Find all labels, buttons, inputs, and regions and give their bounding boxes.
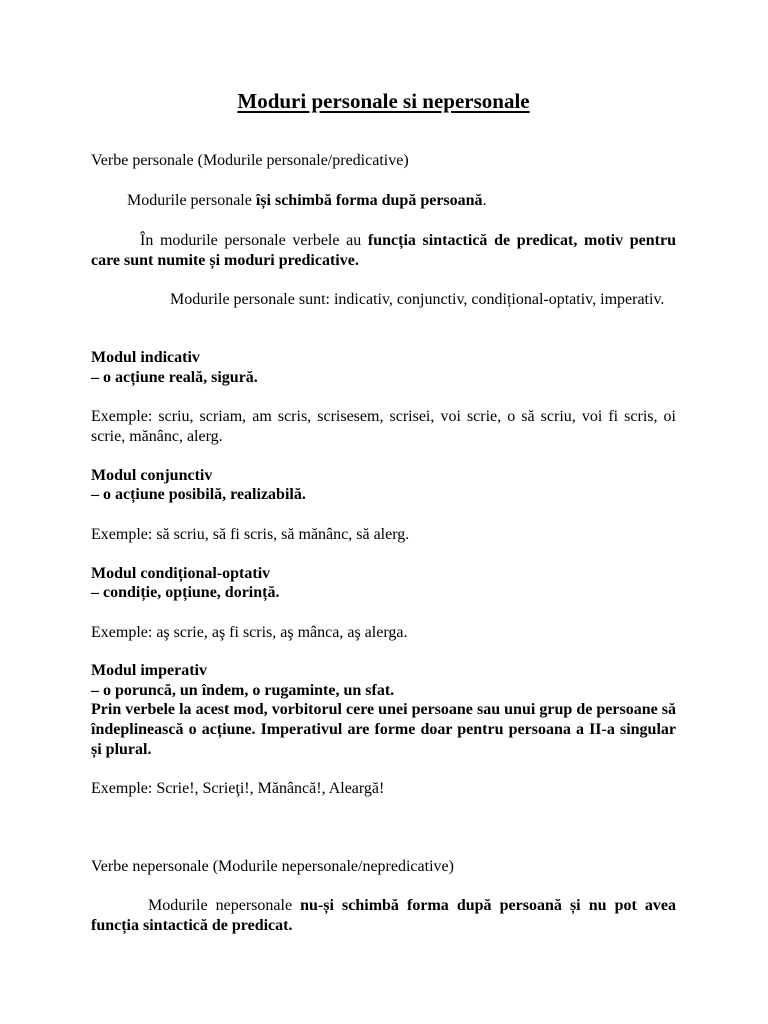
heading-modul-conjunctiv: Modul conjunctiv bbox=[91, 467, 213, 484]
paragraph-personal-moods-list: Modurile personale sunt: indicativ, conjunctiv, condițional-optativ, imperativ. bbox=[170, 291, 665, 308]
examples-modul-indicativ: Exemple: scriu, scriam, am scris, scrisesem, scrisei, voi scrie, o să scriu, voi fi scris, oi scrie, mănânc, alerg. bbox=[91, 408, 676, 445]
paragraph-personal-moods-form bbox=[91, 191, 676, 211]
paragraph-text: . bbox=[482, 192, 487, 209]
paragraph-personal-moods-function bbox=[91, 231, 676, 271]
section-heading-personal-verbs: Verbe personale (Modurile personale/predicative) bbox=[91, 152, 409, 169]
section-heading-nonpersonal-verbs: Verbe nepersonale (Modurile nepersonale/nepredicative) bbox=[91, 858, 454, 875]
emphasis-text: funcția sintactică de predicat, motiv pentru care sunt numite și moduri predicative. bbox=[91, 232, 676, 269]
desc-modul-conjunctiv: – o acțiune posibilă, realizabilă. bbox=[91, 486, 306, 503]
text-modul-imperativ: Prin verbele la acest mod, vorbitorul cere unei persoane sau unui grup de persoane să îndeplinească o acțiune. Imperativul are forme doar pentru persoana a II-a singular și plural. bbox=[91, 701, 676, 758]
emphasis-text: nu-și schimbă forma după persoană și nu pot avea funcția sintactică de predicat. bbox=[91, 897, 677, 934]
desc-modul-conditional: – condiție, opțiune, dorință. bbox=[91, 584, 280, 601]
desc-modul-imperativ: – o poruncă, un îndem, o rugaminte, un sfat. bbox=[91, 682, 395, 699]
heading-modul-imperativ: Modul imperativ bbox=[91, 662, 207, 679]
examples-modul-imperativ: Exemple: Scrie!, Scrieţi!, Mănâncă!, Aleargă! bbox=[91, 780, 385, 797]
desc-modul-indicativ: – o acțiune reală, sigură. bbox=[91, 369, 258, 386]
examples-modul-conditional: Exemple: aş scrie, aş fi scris, aş mânca, aş alerga. bbox=[91, 624, 408, 641]
paragraph-text: În modurile personale verbele au bbox=[140, 232, 368, 249]
examples-modul-conjunctiv: Exemple: să scriu, să fi scris, să mănânc, să alerg. bbox=[91, 526, 410, 543]
heading-modul-conditional: Modul condițional-optativ bbox=[91, 565, 271, 582]
heading-modul-indicativ: Modul indicativ bbox=[91, 349, 200, 366]
emphasis-text: își schimbă forma după persoană bbox=[255, 192, 483, 209]
paragraph-nonpersonal-moods bbox=[91, 896, 676, 936]
page-title: Moduri personale si nepersonale bbox=[237, 89, 530, 113]
paragraph-text: Modurile nepersonale bbox=[148, 897, 301, 914]
paragraph-text: Modurile personale bbox=[127, 192, 256, 209]
